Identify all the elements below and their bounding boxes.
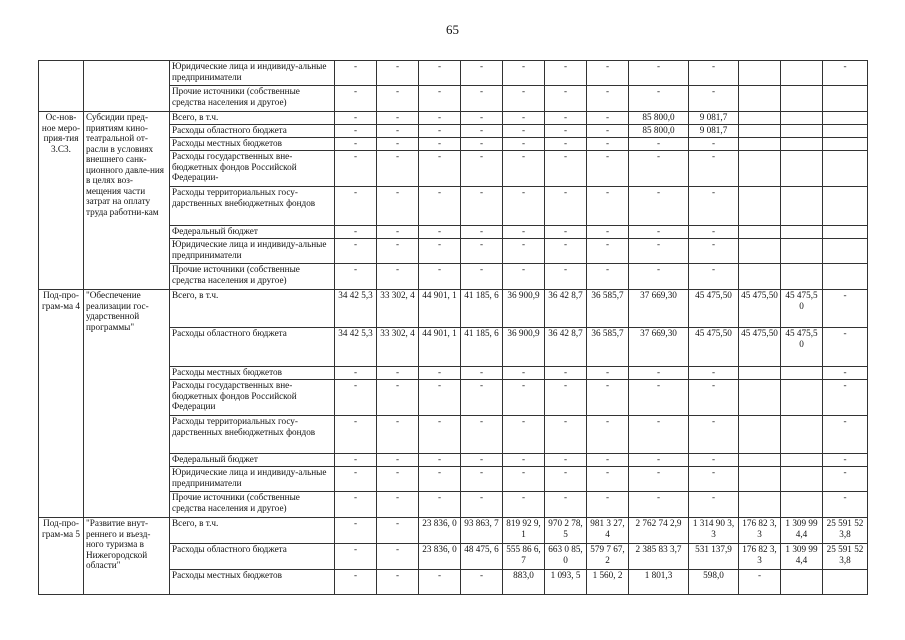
program-code-cell: Ос-нов-ное меро-прия-тия 3.С3. <box>39 112 84 290</box>
value-cell: - <box>335 492 377 518</box>
value-cell: 25 591 523,8 <box>823 518 868 544</box>
value-cell <box>781 367 823 380</box>
value-cell: - <box>503 239 545 264</box>
value-cell: - <box>461 416 503 454</box>
value-cell <box>823 151 868 187</box>
funding-source-cell: Расходы местных бюджетов <box>170 138 335 151</box>
value-cell: - <box>461 367 503 380</box>
value-cell: - <box>545 112 587 125</box>
value-cell: - <box>461 264 503 290</box>
funding-source-cell: Прочие источники (собственные средства населения и другое) <box>170 492 335 518</box>
value-cell: - <box>419 112 461 125</box>
value-cell: - <box>461 138 503 151</box>
value-cell <box>781 454 823 467</box>
value-cell: - <box>739 570 781 595</box>
value-cell <box>739 380 781 416</box>
value-cell: - <box>377 544 419 570</box>
value-cell: - <box>503 492 545 518</box>
value-cell: - <box>689 86 739 112</box>
value-cell: - <box>823 467 868 492</box>
value-cell: - <box>335 467 377 492</box>
value-cell: - <box>503 187 545 226</box>
value-cell: 555 86 6,7 <box>503 544 545 570</box>
value-cell: - <box>689 454 739 467</box>
value-cell: 44 901, 1 <box>419 328 461 367</box>
value-cell: - <box>335 416 377 454</box>
value-cell: - <box>377 570 419 595</box>
value-cell: - <box>823 367 868 380</box>
value-cell: - <box>503 416 545 454</box>
value-cell: 23 836, 0 <box>419 518 461 544</box>
value-cell: 85 800,0 <box>629 125 689 138</box>
value-cell <box>781 416 823 454</box>
value-cell: - <box>689 138 739 151</box>
value-cell: - <box>419 367 461 380</box>
value-cell: - <box>377 264 419 290</box>
program-name-cell <box>84 61 170 112</box>
value-cell: 2 762 74 2,9 <box>629 518 689 544</box>
value-cell: 176 82 3,3 <box>739 544 781 570</box>
funding-source-cell: Юридические лица и индивиду-альные предприниматели <box>170 467 335 492</box>
value-cell: 176 82 3,3 <box>739 518 781 544</box>
funding-source-cell: Расходы областного бюджета <box>170 125 335 138</box>
value-cell <box>739 151 781 187</box>
value-cell: - <box>587 112 629 125</box>
value-cell: - <box>335 125 377 138</box>
funding-source-cell: Юридические лица и индивиду-альные предприниматели <box>170 61 335 86</box>
value-cell: - <box>503 112 545 125</box>
value-cell: 45 475,50 <box>739 328 781 367</box>
funding-source-cell: Всего, в т.ч. <box>170 518 335 544</box>
value-cell: - <box>629 151 689 187</box>
value-cell: 33 302, 4 <box>377 290 419 328</box>
value-cell: - <box>335 544 377 570</box>
value-cell: - <box>377 86 419 112</box>
funding-source-cell: Расходы государственных вне-бюджетных фондов Российской Федерации <box>170 380 335 416</box>
value-cell: 34 42 5,3 <box>335 328 377 367</box>
value-cell <box>781 570 823 595</box>
value-cell: 37 669,30 <box>629 290 689 328</box>
value-cell <box>739 226 781 239</box>
value-cell <box>781 138 823 151</box>
value-cell: - <box>629 61 689 86</box>
value-cell: - <box>377 112 419 125</box>
value-cell: - <box>587 467 629 492</box>
value-cell: - <box>629 138 689 151</box>
value-cell: 970 2 78,5 <box>545 518 587 544</box>
value-cell: 1 309 994,4 <box>781 518 823 544</box>
funding-source-cell: Расходы территориальных госу-дарственных внебюджетных фондов <box>170 416 335 454</box>
value-cell: - <box>545 454 587 467</box>
value-cell: - <box>689 416 739 454</box>
value-cell: - <box>419 151 461 187</box>
value-cell: - <box>461 226 503 239</box>
value-cell: - <box>377 125 419 138</box>
value-cell <box>739 125 781 138</box>
value-cell: - <box>503 367 545 380</box>
value-cell: - <box>689 264 739 290</box>
value-cell: - <box>419 61 461 86</box>
value-cell: - <box>689 226 739 239</box>
value-cell: - <box>335 187 377 226</box>
value-cell: - <box>461 112 503 125</box>
value-cell: - <box>823 61 868 86</box>
table-row <box>39 518 868 544</box>
value-cell: 93 863, 7 <box>461 518 503 544</box>
value-cell: - <box>823 454 868 467</box>
value-cell: - <box>587 454 629 467</box>
value-cell: 531 137,9 <box>689 544 739 570</box>
value-cell: - <box>629 226 689 239</box>
value-cell <box>739 454 781 467</box>
value-cell: - <box>587 380 629 416</box>
value-cell: - <box>629 86 689 112</box>
value-cell <box>823 570 868 595</box>
value-cell <box>823 264 868 290</box>
value-cell: - <box>689 239 739 264</box>
value-cell: 44 901, 1 <box>419 290 461 328</box>
value-cell <box>781 226 823 239</box>
value-cell: - <box>823 328 868 367</box>
funding-source-cell: Всего, в т.ч. <box>170 290 335 328</box>
value-cell: 45 475,5 0 <box>781 328 823 367</box>
value-cell: - <box>587 492 629 518</box>
value-cell: - <box>335 151 377 187</box>
value-cell <box>739 492 781 518</box>
value-cell <box>739 112 781 125</box>
value-cell: - <box>461 86 503 112</box>
value-cell: 36 900,9 <box>503 328 545 367</box>
value-cell: 1 801,3 <box>629 570 689 595</box>
value-cell: 36 42 8,7 <box>545 328 587 367</box>
value-cell <box>781 125 823 138</box>
value-cell: 883,0 <box>503 570 545 595</box>
value-cell <box>739 239 781 264</box>
value-cell: - <box>823 380 868 416</box>
funding-source-cell: Юридические лица и индивиду-альные предприниматели <box>170 239 335 264</box>
value-cell: - <box>823 290 868 328</box>
funding-source-cell: Расходы местных бюджетов <box>170 570 335 595</box>
value-cell: - <box>461 454 503 467</box>
value-cell: - <box>545 138 587 151</box>
program-code-cell <box>39 61 84 112</box>
table-row <box>39 112 868 125</box>
value-cell <box>739 138 781 151</box>
value-cell <box>781 151 823 187</box>
value-cell: - <box>629 380 689 416</box>
value-cell: - <box>377 151 419 187</box>
value-cell: - <box>545 86 587 112</box>
value-cell: - <box>335 380 377 416</box>
value-cell: 36 585,7 <box>587 328 629 367</box>
value-cell: - <box>629 416 689 454</box>
value-cell: - <box>689 380 739 416</box>
value-cell: - <box>629 467 689 492</box>
value-cell: - <box>689 151 739 187</box>
value-cell: 33 302, 4 <box>377 328 419 367</box>
value-cell: - <box>503 138 545 151</box>
value-cell <box>739 61 781 86</box>
value-cell: - <box>419 138 461 151</box>
value-cell: 36 585,7 <box>587 290 629 328</box>
funding-source-cell: Расходы государственных вне-бюджетных фондов Российской Федерации- <box>170 151 335 187</box>
value-cell: - <box>335 239 377 264</box>
value-cell <box>739 467 781 492</box>
value-cell: 34 42 5,3 <box>335 290 377 328</box>
value-cell: 85 800,0 <box>629 112 689 125</box>
value-cell: - <box>419 264 461 290</box>
funding-source-cell: Расходы территориальных госу-дарственных внебюджетных фондов <box>170 187 335 226</box>
value-cell: - <box>419 187 461 226</box>
value-cell: - <box>461 239 503 264</box>
program-name-cell: "Обеспечение реализации гос-ударственной программы" <box>84 290 170 518</box>
funding-source-cell: Всего, в т.ч. <box>170 112 335 125</box>
funding-source-cell: Расходы областного бюджета <box>170 544 335 570</box>
value-cell: - <box>629 367 689 380</box>
value-cell: - <box>461 151 503 187</box>
value-cell: - <box>823 492 868 518</box>
value-cell: - <box>587 61 629 86</box>
value-cell: - <box>377 454 419 467</box>
value-cell: - <box>419 454 461 467</box>
value-cell: 1 309 994,4 <box>781 544 823 570</box>
value-cell: 663 0 85,0 <box>545 544 587 570</box>
value-cell <box>739 416 781 454</box>
value-cell: - <box>377 467 419 492</box>
value-cell: - <box>461 380 503 416</box>
value-cell: - <box>377 518 419 544</box>
value-cell: - <box>335 454 377 467</box>
value-cell <box>781 112 823 125</box>
value-cell: - <box>461 61 503 86</box>
value-cell: - <box>587 416 629 454</box>
value-cell: - <box>377 380 419 416</box>
program-name-cell: "Развитие внут-реннего и въезд-ного туризма в Нижегородской области" <box>84 518 170 595</box>
value-cell: - <box>419 492 461 518</box>
value-cell <box>781 61 823 86</box>
value-cell <box>823 226 868 239</box>
value-cell: - <box>629 264 689 290</box>
value-cell: - <box>629 454 689 467</box>
value-cell: - <box>461 187 503 226</box>
value-cell: 598,0 <box>689 570 739 595</box>
value-cell: - <box>377 367 419 380</box>
value-cell: - <box>419 226 461 239</box>
program-code-cell: Под-про-грам-ма 4 <box>39 290 84 518</box>
value-cell: - <box>587 138 629 151</box>
value-cell: - <box>503 125 545 138</box>
table-row <box>39 290 868 328</box>
value-cell: - <box>689 492 739 518</box>
value-cell <box>823 138 868 151</box>
value-cell: - <box>545 151 587 187</box>
value-cell: 36 42 8,7 <box>545 290 587 328</box>
value-cell: - <box>335 86 377 112</box>
value-cell: - <box>629 239 689 264</box>
value-cell: - <box>689 61 739 86</box>
value-cell <box>781 187 823 226</box>
value-cell: - <box>587 151 629 187</box>
value-cell: 36 900,9 <box>503 290 545 328</box>
value-cell: - <box>461 125 503 138</box>
program-code-cell: Под-про-грам-ма 5 <box>39 518 84 595</box>
value-cell: - <box>629 492 689 518</box>
value-cell: 45 475,5 0 <box>781 290 823 328</box>
value-cell: - <box>545 380 587 416</box>
value-cell: - <box>587 226 629 239</box>
value-cell: - <box>689 187 739 226</box>
value-cell: - <box>419 467 461 492</box>
value-cell: - <box>545 125 587 138</box>
value-cell: - <box>503 264 545 290</box>
value-cell: - <box>335 367 377 380</box>
value-cell: - <box>419 125 461 138</box>
value-cell: - <box>503 454 545 467</box>
value-cell <box>781 239 823 264</box>
value-cell <box>739 367 781 380</box>
value-cell <box>823 239 868 264</box>
value-cell: - <box>377 138 419 151</box>
funding-source-cell: Прочие источники (собственные средства населения и другое) <box>170 86 335 112</box>
value-cell: 1 560, 2 <box>587 570 629 595</box>
value-cell: - <box>587 125 629 138</box>
value-cell: - <box>503 86 545 112</box>
value-cell <box>823 125 868 138</box>
value-cell: - <box>377 492 419 518</box>
value-cell: 9 081,7 <box>689 112 739 125</box>
value-cell: - <box>335 264 377 290</box>
value-cell: 37 669,30 <box>629 328 689 367</box>
value-cell: - <box>335 518 377 544</box>
value-cell: 981 3 27,4 <box>587 518 629 544</box>
value-cell: 1 093, 5 <box>545 570 587 595</box>
value-cell: - <box>587 264 629 290</box>
value-cell <box>781 467 823 492</box>
value-cell: - <box>419 239 461 264</box>
program-name-cell: Субсидии пред-приятиям кино-театральной от-расли в условиях внешнего санк-ционного давле-ния в целях воз-мещения части затрат на оплату труда работни-кам <box>84 112 170 290</box>
value-cell: 819 92 9,1 <box>503 518 545 544</box>
value-cell: - <box>503 226 545 239</box>
value-cell: 45 475,50 <box>739 290 781 328</box>
value-cell: - <box>503 467 545 492</box>
value-cell: - <box>461 570 503 595</box>
value-cell: - <box>545 416 587 454</box>
value-cell: - <box>545 467 587 492</box>
value-cell: - <box>689 367 739 380</box>
value-cell: - <box>419 416 461 454</box>
value-cell: - <box>335 138 377 151</box>
value-cell <box>781 380 823 416</box>
value-cell: 25 591 523,8 <box>823 544 868 570</box>
value-cell: - <box>335 570 377 595</box>
value-cell <box>739 264 781 290</box>
value-cell: - <box>587 239 629 264</box>
value-cell: - <box>545 61 587 86</box>
value-cell: - <box>419 380 461 416</box>
value-cell: - <box>629 187 689 226</box>
value-cell: 1 314 90 3,3 <box>689 518 739 544</box>
value-cell: - <box>503 61 545 86</box>
value-cell: - <box>377 61 419 86</box>
value-cell <box>781 86 823 112</box>
funding-source-cell: Федеральный бюджет <box>170 454 335 467</box>
value-cell: - <box>545 239 587 264</box>
value-cell <box>823 112 868 125</box>
value-cell: - <box>587 86 629 112</box>
value-cell: - <box>545 367 587 380</box>
value-cell <box>781 492 823 518</box>
value-cell <box>823 86 868 112</box>
value-cell: - <box>587 367 629 380</box>
value-cell: - <box>503 151 545 187</box>
value-cell: - <box>377 416 419 454</box>
value-cell: 41 185, 6 <box>461 290 503 328</box>
value-cell: 48 475, 6 <box>461 544 503 570</box>
value-cell: - <box>335 61 377 86</box>
budget-table <box>38 60 868 595</box>
value-cell: - <box>461 467 503 492</box>
value-cell: 41 185, 6 <box>461 328 503 367</box>
value-cell: - <box>335 226 377 239</box>
value-cell: - <box>587 187 629 226</box>
value-cell: 579 7 67,2 <box>587 544 629 570</box>
value-cell: - <box>461 492 503 518</box>
funding-source-cell: Расходы областного бюджета <box>170 328 335 367</box>
value-cell: - <box>545 226 587 239</box>
value-cell: - <box>545 492 587 518</box>
funding-source-cell: Прочие источники (собственные средства населения и другое) <box>170 264 335 290</box>
value-cell: - <box>545 264 587 290</box>
value-cell: - <box>419 570 461 595</box>
value-cell: - <box>377 239 419 264</box>
value-cell: - <box>419 86 461 112</box>
value-cell: - <box>823 416 868 454</box>
page-number: 65 <box>446 22 459 37</box>
value-cell: 45 475,50 <box>689 290 739 328</box>
value-cell: - <box>377 226 419 239</box>
funding-source-cell: Расходы местных бюджетов <box>170 367 335 380</box>
value-cell <box>739 86 781 112</box>
funding-source-cell: Федеральный бюджет <box>170 226 335 239</box>
value-cell <box>739 187 781 226</box>
value-cell: 23 836, 0 <box>419 544 461 570</box>
value-cell <box>823 187 868 226</box>
value-cell: - <box>689 467 739 492</box>
value-cell <box>781 264 823 290</box>
value-cell: - <box>335 112 377 125</box>
value-cell: - <box>545 187 587 226</box>
value-cell: 9 081,7 <box>689 125 739 138</box>
value-cell: - <box>377 187 419 226</box>
value-cell: 2 385 83 3,7 <box>629 544 689 570</box>
value-cell: - <box>503 380 545 416</box>
table-row <box>39 61 868 86</box>
value-cell: 45 475,50 <box>689 328 739 367</box>
